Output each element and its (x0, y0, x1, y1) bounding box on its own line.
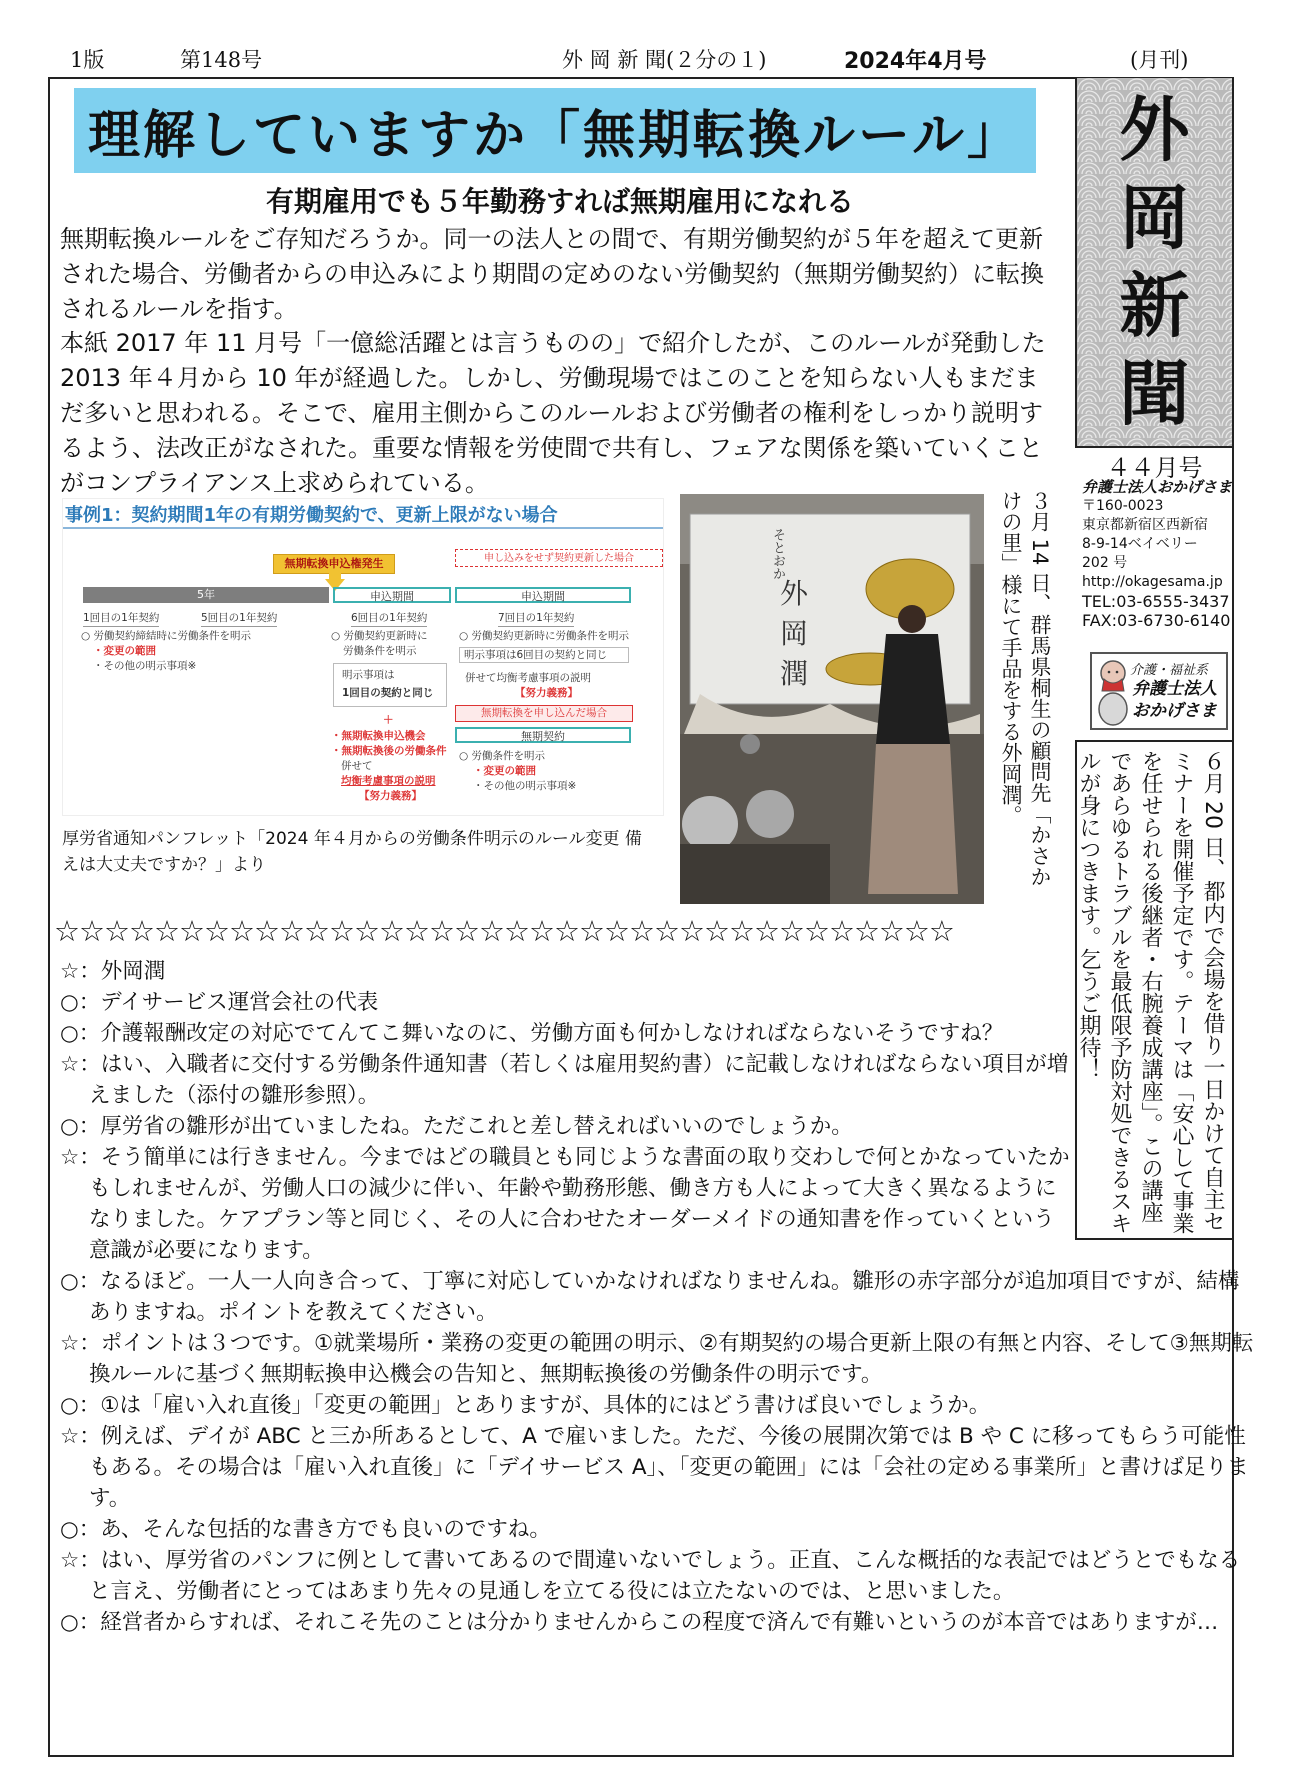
dialogue-line: ○：あ、そんな包括的な書き方でも良いのですね。 (60, 1517, 551, 1542)
infographic-text: ○ 労働契約更新時に (331, 630, 428, 642)
edition-label: 1版 (70, 48, 105, 72)
infographic-text: ・その他の明示事項※ (473, 780, 577, 792)
intro-paragraph: 無期転換ルールをご存知だろうか。同一の法人との間で、有期労働契約が５年を超えて更新された場合、労働者からの申込みにより期間の定めのない労働契約（無期労働契約）に転換されるルールを指す。 (60, 225, 1044, 323)
website-link[interactable]: http://okagesama.jp (1082, 574, 1223, 590)
dialogue-line: ☆：外岡潤 (60, 959, 166, 984)
infographic-caption: 厚労省通知パンフレット「2024 年４月からの労働条件明示のルール変更 備えは大丈夫ですか？」より (62, 829, 642, 875)
infographic-badge: 無期転換申込権発生 (273, 554, 395, 574)
logo-title: 弁護士法人 おかげさま (1132, 679, 1217, 721)
contract-label: 6回目の1年契約 (351, 611, 427, 627)
issue-type: (月刊) (1130, 48, 1189, 72)
subheadline: 有期雇用でも５年勤務すれば無期雇用になれる (265, 185, 854, 218)
dialogue-line: ○：なるほど。一人一人向き合って、丁寧に対応していかなければなりませんね。雛形の赤字部分が追加項目ですが、結構ありますね。ポイントを教えてください。 (60, 1269, 1240, 1325)
photo-illustration (680, 494, 984, 904)
divider (63, 527, 663, 529)
seminar-notice-box (1075, 740, 1232, 1240)
dialogue-line: ☆：そう簡単には行きません。今まではどの職員とも同じような書面の取り交わしで何とかなっていたかもしれませんが、労働人口の減少に伴い、年齢や勤務形態、働き方も人によって大きく異なるようになりました。ケアプラン等と同じく、その人に合わせたオーダーメイドの通知書を作っていくという意識が必要になります。 (60, 1145, 1070, 1263)
fax-number: FAX:03-6730-6140 (1082, 611, 1231, 630)
star-divider: ☆☆☆☆☆☆☆☆☆☆☆☆☆☆☆☆☆☆☆☆☆☆☆☆☆☆☆☆☆☆☆☆☆☆☆☆ (54, 914, 954, 948)
period-bar: 申込期間 (455, 587, 631, 603)
infographic-text: 併せて均衡考慮事項の説明 (465, 672, 591, 684)
infographic-text: ・変更の範囲 (93, 645, 156, 657)
body-paragraph: 本紙 2017 年 11 月号「一億総活躍とは言うものの」で紹介したが、このルールが発動した 2013 年４月から 10 年が経過した。しかし、労働現場ではこのことを知らない人もまだまだ多いと思われる。そこで、雇用主側からこのルールおよび労働者の権利をしっかり説明するよう、法改正がなされた。重要な情報を労使間で共有し、フェアな関係を築いていくことがコンプライアンス上求められている。 (60, 329, 1046, 497)
masthead-char: 外 (1119, 88, 1190, 171)
board-reading: そとおか (770, 528, 785, 580)
infographic-text: 【努力義務】 (359, 790, 422, 802)
postal-code: 〒160-0023 (1082, 498, 1164, 514)
infographic-text: 併せて (341, 760, 373, 772)
tel-number: TEL:03-6555-3437 (1082, 592, 1230, 611)
infographic-text: 無期転換を申し込んだ場合 (455, 705, 633, 722)
paper-name: 外 岡 新 聞(２分の１) (562, 48, 767, 72)
address-line: 8-9-14ベイベリー (1082, 536, 1198, 552)
infographic-text: ○ 労働契約締結時に労働条件を明示 (81, 630, 251, 642)
infographic-text: ○ 労働条件を明示 (459, 750, 545, 762)
infographic-text: 均衡考慮事項の説明 (341, 775, 436, 787)
issue-date: 2024年4月号 (844, 49, 987, 74)
dialogue-line: ☆：はい、入職者に交付する労働条件通知書（若しくは雇用契約書）に記載しなければならない項目が増えました（添付の雛形参照）。 (60, 1052, 1069, 1108)
infographic-text: ・無期転換後の労働条件 (331, 745, 447, 757)
dialogue-line: ☆：例えば、デイが ABC と三か所あるとして、A で雇いました。ただ、今後の展開次第では B や C に移ってもらう可能性もある。その場合は「雇い入れ直後」に「デイサービス A」、「変更の範囲」には「会社の定める事業所」と書けば足ります。 (60, 1424, 1249, 1511)
masthead (1075, 78, 1232, 448)
infographic-text: ＋ (383, 714, 394, 726)
infographic-text: 労働条件を明示 (343, 645, 417, 657)
magic-show-photo (680, 494, 984, 904)
infographic-text: ○ 労働契約更新時に労働条件を明示 (459, 630, 629, 642)
masthead-char: 岡 (1119, 176, 1190, 259)
infographic-text: 【努力義務】 (515, 687, 578, 699)
dialogue-line: ○：介護報酬改定の対応でてんてこ舞いなのに、労働方面も何かしなければならないそうですね？ (60, 1021, 1004, 1046)
infographic-box: 明示事項は 1回目の契約と同じ (333, 663, 447, 707)
contact-info (1082, 478, 1232, 630)
period-bar: 無期契約 (455, 727, 631, 743)
period-bar: 申込期間 (333, 587, 451, 603)
photo-caption: ３月 14 日、群馬県桐生の顧問先「かさかけの里」様にて手品をする外岡潤。 (999, 490, 1052, 888)
dialogue-line: ☆：ポイントは３つです。①就業場所・業務の変更の範囲の明示、②有期契約の場合更新上限の有無と内容、そして③無期転換ルールに基づく無期転換申込機会の告知と、無期転換後の労働条件の明示です。 (60, 1331, 1254, 1387)
masthead-char: 聞 (1119, 352, 1190, 435)
infographic-text: ・無期転換申込機会 (331, 730, 426, 742)
issue-number: 第148号 (180, 48, 263, 72)
infographic (62, 498, 664, 816)
masthead-issue: ４４月号 (1106, 454, 1203, 482)
jizo-mascot-icon (1096, 657, 1130, 727)
dialogue-line: ○：経営者からすれば、それこそ先のことは分かりませんからこの程度で済んで有難いというのが本音ではありますが… (60, 1610, 1219, 1635)
masthead-title (1077, 86, 1232, 438)
firm-logo (1090, 652, 1228, 730)
infographic-dashed-label: 申し込みをせず契約更新した場合 (455, 549, 663, 567)
page-header (62, 40, 1243, 74)
dialogue-line: ○：厚労省の雛形が出ていましたね。ただこれと差し替えればいいのでしょうか。 (60, 1114, 853, 1139)
five-years-bar: 5年 (83, 587, 329, 603)
contract-label: 7回目の1年契約 (498, 611, 574, 627)
infographic-text: ・変更の範囲 (473, 765, 536, 777)
dialogue-line: ○：①は「雇い入れ直後」「変更の範囲」とありますが、具体的にはどう書けば良いでしょうか。 (60, 1393, 991, 1418)
dialogue-line: ○：デイサービス運営会社の代表 (60, 990, 379, 1015)
masthead-char: 新 (1119, 264, 1190, 347)
headline: 理解していますか「無期転換ルール」 (74, 88, 1036, 173)
logo-subtitle: 介護・福祉系 (1130, 663, 1209, 678)
contract-label: 5回目の1年契約 (201, 611, 277, 627)
address-line: 東京都新宿区西新宿 (1082, 517, 1208, 533)
infographic-text: ・その他の明示事項※ (93, 660, 197, 672)
infographic-box: 明示事項は6回目の契約と同じ (459, 647, 629, 663)
address-line: 202 号 (1082, 555, 1128, 571)
firm-name: 弁護士法人おかげさま (1082, 478, 1233, 496)
infographic-title: 事例1：契約期間1年の有期労働契約で、更新上限がない場合 (65, 505, 558, 526)
contract-label: 1回目の1年契約 (83, 611, 159, 627)
seminar-notice: ６月 20 日、都内で会場を借り一日かけて自主セミナーを開催予定です。テーマは「安心して事業を任せられる後継者・右腕養成講座」。この講座であらゆるトラブルを最低限予防対処できるスキルが身につきます。乞うご期待！ (1076, 750, 1225, 1234)
dialogue-line: ☆：はい、厚労省のパンフに例として書いてあるので間違いないでしょう。正直、こんな概括的な表記ではどうとでもなると言え、労働者にとってはあまり先々の見通しを立てる役には立たないのでは、と思いました。 (60, 1548, 1241, 1604)
board-writing: 外 岡 潤 (780, 577, 809, 690)
